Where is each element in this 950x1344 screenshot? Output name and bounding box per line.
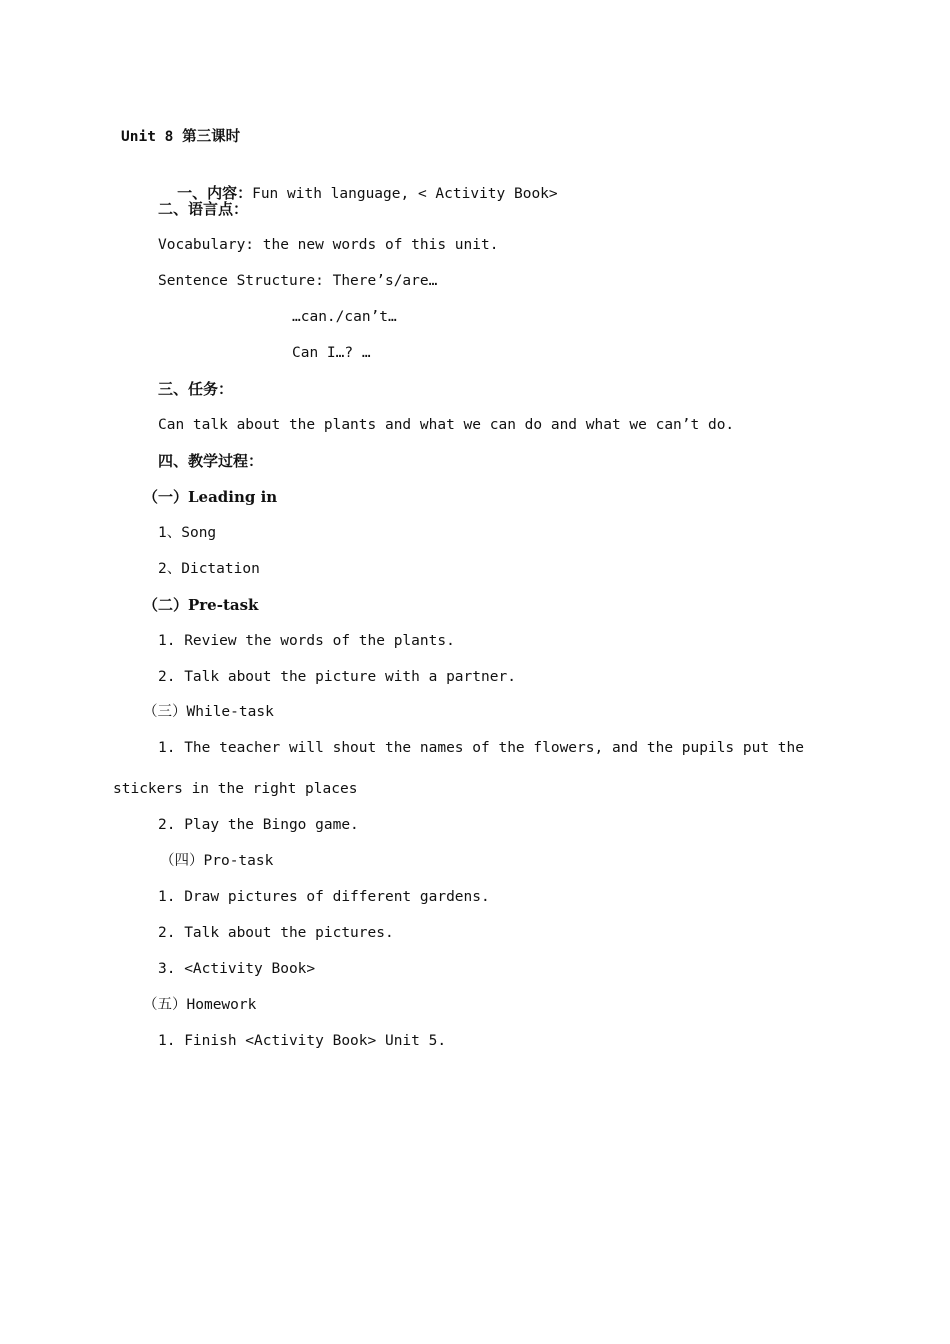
pre-task-item-2: 2. Talk about the picture with a partner.: [158, 669, 516, 685]
while-task-item-2: 2. Play the Bingo game.: [158, 817, 359, 833]
structure-can-line: …can./can’t…: [292, 309, 397, 325]
while-task-heading: （三）While-task: [143, 704, 274, 720]
while-task-item-1-line-1: 1. The teacher will shout the names of the flowers, and the pupils put the: [158, 740, 805, 756]
content-label: 一、内容：: [177, 184, 253, 202]
leading-in-item-2: 2、Dictation: [158, 561, 260, 577]
task-text: Can talk about the plants and what we can do and what we can’t do.: [158, 417, 735, 433]
language-points-heading: 二、语言点：: [158, 200, 249, 218]
pro-task-item-3: 3. <Activity Book>: [158, 961, 316, 977]
pre-task-heading: （二）Pre-task: [143, 596, 259, 614]
vocabulary-line: Vocabulary: the new words of this unit.: [158, 237, 499, 253]
task-heading: 三、任务：: [158, 380, 234, 398]
pro-task-item-1: 1. Draw pictures of different gardens.: [158, 889, 490, 905]
homework-heading: （五）Homework: [143, 997, 257, 1013]
sentence-structure-line: Sentence Structure: There’s/are…: [158, 273, 438, 289]
pre-task-item-1: 1. Review the words of the plants.: [158, 633, 455, 649]
lesson-title: Unit 8 第三课时: [121, 129, 241, 145]
leading-in-heading: （一）Leading in: [143, 488, 278, 506]
content-value: Fun with language, < Activity Book>: [252, 186, 558, 202]
pro-task-heading: （四）Pro-task: [160, 853, 274, 869]
homework-item-1: 1. Finish <Activity Book> Unit 5.: [158, 1033, 447, 1049]
process-heading: 四、教学过程：: [158, 452, 264, 470]
pro-task-item-2: 2. Talk about the pictures.: [158, 925, 394, 941]
leading-in-item-1: 1、Song: [158, 525, 217, 541]
structure-can-i-line: Can I…? …: [292, 345, 371, 361]
while-task-item-1-line-2: stickers in the right places: [113, 781, 358, 797]
